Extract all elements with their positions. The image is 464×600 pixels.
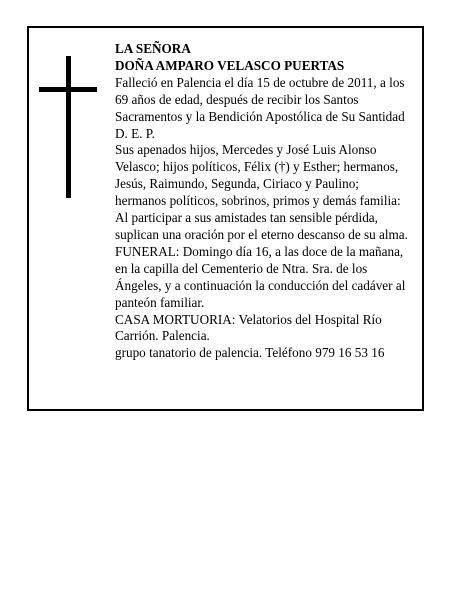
notice-line: en la capilla del Cementerio de Ntra. Sra. de los bbox=[115, 260, 368, 276]
notice-line: Jesús, Raimundo, Segunda, Ciriaco y Paulino; bbox=[115, 176, 359, 192]
notice-line: Carrión. Palencia. bbox=[115, 328, 210, 344]
obituary-notice bbox=[27, 26, 424, 411]
notice-line: Velasco; hijos políticos, Félix (†) y Esther; hermanos, bbox=[115, 159, 399, 175]
notice-line: hermanos políticos, sobrinos, primos y demás familia: bbox=[115, 193, 401, 209]
notice-line: panteón familiar. bbox=[115, 294, 205, 310]
deceased-name: DOÑA AMPARO VELASCO PUERTAS bbox=[115, 57, 345, 73]
notice-text bbox=[115, 41, 420, 362]
mortuary-line: CASA MORTUORIA: Velatorios del Hospital Río bbox=[115, 311, 382, 327]
cross-horizontal-bar bbox=[39, 87, 97, 92]
cross-icon bbox=[39, 56, 97, 198]
cross-vertical-bar bbox=[66, 56, 71, 198]
contact-line: grupo tanatorio de palencia. Teléfono 979 16 53 16 bbox=[115, 345, 385, 361]
funeral-line: FUNERAL: Domingo día 16, a las doce de la mañana, bbox=[115, 243, 404, 259]
notice-line: Al participar a sus amistades tan sensible pérdida, bbox=[115, 210, 378, 226]
notice-line: Sus apenados hijos, Mercedes y José Luis Alonso bbox=[115, 142, 377, 158]
notice-line: 69 años de edad, después de recibir los Santos bbox=[115, 91, 359, 107]
notice-line: Ángeles, y a continuación la conducción del cadáver al bbox=[115, 277, 406, 293]
notice-line: Sacramentos y la Bendición Apostólica de Su Santidad bbox=[115, 108, 405, 124]
notice-line: D. E. P. bbox=[115, 125, 155, 141]
notice-line: Falleció en Palencia el día 15 de octubre de 2011, a los bbox=[115, 74, 405, 90]
notice-title: LA SEÑORA bbox=[115, 41, 191, 56]
notice-line: suplican una oración por el eterno descanso de su alma. bbox=[115, 226, 408, 242]
